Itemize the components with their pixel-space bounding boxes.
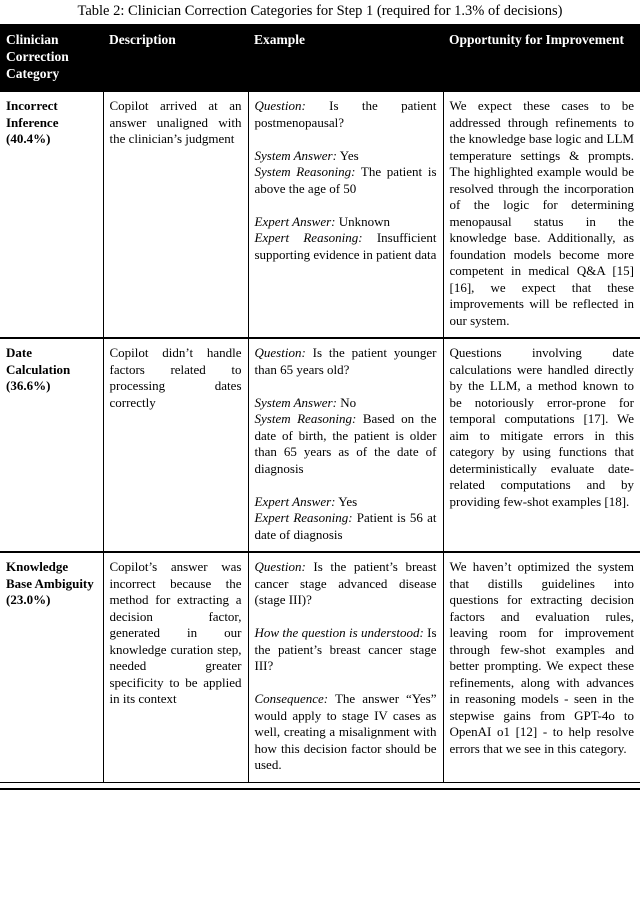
example-label: System Answer: [254,394,337,410]
example-label: System Reasoning: [254,411,357,426]
example-segment [255,691,437,774]
table-row-incorrect-inference [0,91,640,338]
col-header-description: Description [103,25,248,91]
example-segment [255,98,437,131]
example-text: Yes [338,493,358,509]
example-text: The answer “Yes” would apply to stage IV cases as well, creating a misalignment with how this decision factor should be used. [254,691,437,772]
col-header-opportunity: Opportunity for Improvement [443,25,640,91]
example-label: Question: [254,559,306,574]
example-segment [255,559,437,609]
example-segment [255,230,437,263]
clinician-correction-table [0,24,640,783]
example-segment [255,625,437,675]
example-segment [255,148,437,165]
example-label: Expert Reasoning: [254,230,363,245]
category-cell: Incorrect Inference (40.4%) [0,91,103,338]
header-row [0,25,640,91]
table-row-date-calculation [0,338,640,552]
col-header-category: Clinician Correction Category [0,25,103,91]
example-label: Expert Reasoning: [254,510,353,525]
example-text: The patient is above the age of 50 [254,164,437,196]
example-text: Is the patient’s breast cancer stage III? [254,625,437,673]
example-label: Consequence: [254,691,329,706]
example-cell [248,91,443,338]
example-segment [255,395,437,412]
example-segment [255,164,437,197]
example-label: Question: [254,98,306,113]
description-cell: Copilot didn’t handle factors related to processing dates correctly [103,338,248,552]
example-label: Expert Answer: [254,213,336,229]
example-text: Patient is 56 at date of diagnosis [254,510,437,542]
opportunity-cell: Questions involving date calculations were handled directly by the LLM, a method known to be notoriously error-prone for temporal computations [17]. We aim to mitigate errors in this category by using functions that deterministically evaluate date-related computations and by providing few-shot examples [18]. [449,345,634,509]
example-text: Is the patient younger than 65 years old? [254,345,437,377]
example-segment [255,411,437,477]
category-cell: Knowledge Base Ambiguity (23.0%) [0,552,103,782]
example-segment [255,510,437,543]
example-label: How the question is understood: [254,625,424,640]
example-text: Yes [339,147,359,163]
example-text: Unknown [338,213,391,229]
example-cell [248,552,443,782]
col-header-example: Example [248,25,443,91]
example-text: Insufficient supporting evidence in patient data [254,230,437,262]
example-label: Question: [254,345,306,360]
table-row-knowledge-base-ambiguity [0,552,640,782]
example-text: Is the patient’s breast cancer stage advanced disease (stage III)? [254,559,437,607]
example-segment [255,214,437,231]
example-label: Expert Answer: [254,493,336,509]
example-segment [255,494,437,511]
example-text: Is the patient postmenopausal? [254,98,437,130]
category-cell: Date Calculation (36.6%) [0,338,103,552]
table-bottom-rule [0,788,640,790]
example-segment [255,345,437,378]
example-text: Based on the date of birth, the patient is older than 65 years as of the date of diagnosis [254,411,437,476]
example-text: No [340,394,357,410]
opportunity-cell: We haven’t optimized the system that distills guidelines into questions for extracting decision factors and evaluation rules, leaving room for improvement through few-shot examples and better prompting. We expect these refinements, along with advances in reasoning models - seen in the stepwise gains from GPT-4o to OpenAI o1 [12] - to help resolve errors that we see in this category. [449,559,634,756]
opportunity-cell: We expect these cases to be addressed through refinements to the knowledge base logic and LLM temperature settings & prompts. The highlighted example would be resolved through the incorporation of the logic for determining menopausal status in the knowledge base. Additionally, as foundation models become more competent in medical Q&A [15][16], we expect that these improvements will be reflected in our system. [449,98,634,328]
example-label: System Reasoning: [254,164,356,179]
description-cell: Copilot’s answer was incorrect because the method for extracting a decision factor, generated in our knowledge curation step, needed greater specificity to be applied in its context [103,552,248,782]
table-caption: Table 2: Clinician Correction Categories for Step 1 (required for 1.3% of decisions) [77,3,563,19]
example-label: System Answer: [254,147,337,163]
description-cell: Copilot arrived at an answer unaligned with the clinician’s judgment [103,91,248,338]
example-cell [248,338,443,552]
